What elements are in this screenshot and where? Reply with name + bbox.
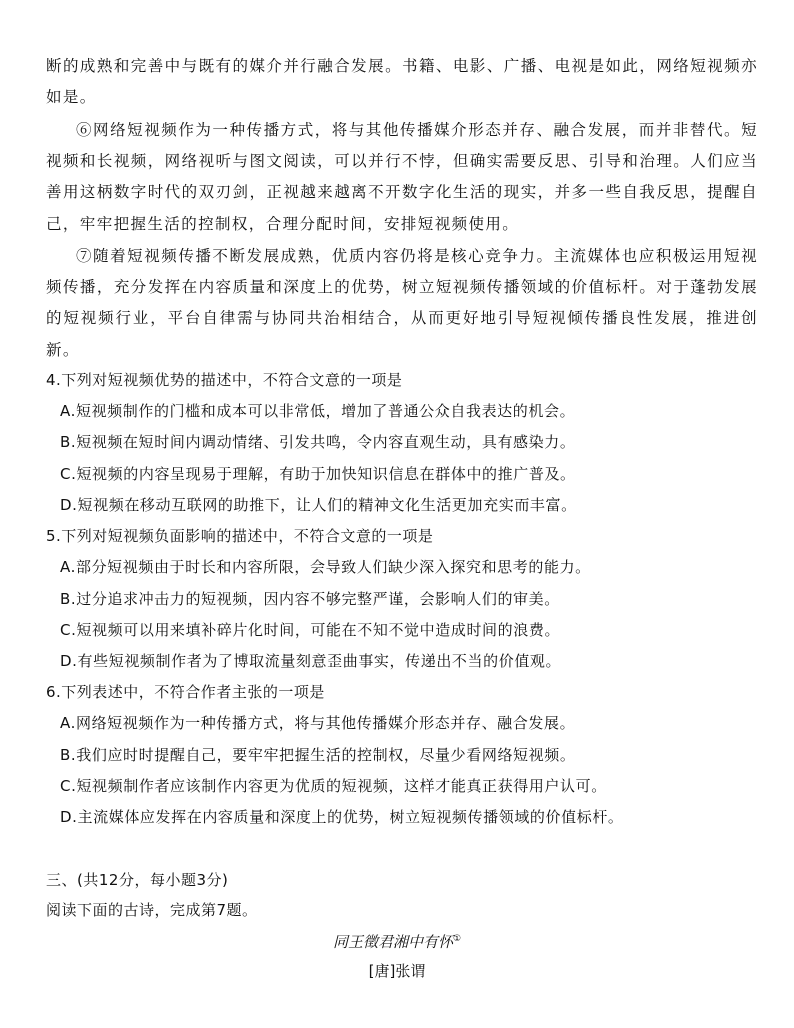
- question-4-option-c: C.短视频的内容呈现易于理解，有助于加快知识信息在群体中的推广普及。: [60, 465, 576, 483]
- question-6-option-a: A.网络短视频作为一种传播方式，将与其他传播媒介形态并存、融合发展。: [60, 714, 576, 732]
- passage-paragraph-6: ⑥网络短视频作为一种传播方式，将与其他传播媒介形态并存、融合发展，而并非替代。短视频和长视频，网络视听与图文阅读，可以并行不悖，但确实需要反思、引导和治理。人们应当善用这柄数字时代的双刃剑，正视越来越离不开数字化生活的现实，并多一些自我反思，提醒自己，牢牢把握生活的控制权，合理分配时间，安排短视频使用。: [46, 121, 758, 233]
- passage-paragraph-7: ⑦随着短视频传播不断发展成熟，优质内容仍将是核心竞争力。主流媒体也应积极运用短视频传播，充分发挥在内容质量和深度上的优势，树立短视频传播领域的价值标杆。对于蓬勃发展的短视频行业，平台自律需与协同共治相结合，从而更好地引导短视倾传播良性发展，推进创新。: [46, 247, 758, 359]
- section-3-heading: 三、(共12分，每小题3分): [46, 871, 229, 889]
- question-6-option-c: C.短视频制作者应该制作内容更为优质的短视频，这样才能真正获得用户认可。: [60, 777, 607, 795]
- question-4-option-d: D.短视频在移动互联网的助推下，让人们的精神文化生活更加充实而丰富。: [60, 496, 577, 514]
- poem-title: [0, 931, 794, 952]
- poem-title-footnote-mark: ①: [452, 934, 462, 944]
- poem-title-text: 同王徵君湘中有怀: [332, 933, 453, 951]
- passage-paragraph-continued: 断的成熟和完善中与既有的媒介并行融合发展。书籍、电影、广播、电视是如此，网络短视频亦如是。: [46, 57, 758, 107]
- section-3-instruction: 阅读下面的古诗，完成第7题。: [46, 901, 258, 919]
- question-5-option-b: B.过分追求冲击力的短视频，因内容不够完整严谨，会影响人们的审美。: [60, 590, 560, 608]
- question-6-option-b: B.我们应时时提醒自己，要牢牢把握生活的控制权，尽量少看网络短视频。: [60, 746, 576, 764]
- question-5-stem: 5.下列对短视频负面影响的描述中，不符合文意的一项是: [46, 527, 434, 545]
- question-6-stem: 6.下列表述中，不符合作者主张的一项是: [46, 683, 325, 701]
- question-5-option-c: C.短视频可以用来填补碎片化时间，可能在不知不觉中造成时间的浪费。: [60, 621, 561, 639]
- poem-author: [唐]张谓: [368, 962, 426, 980]
- question-5-option-a: A.部分短视频由于时长和内容所限，会导致人们缺少深入探究和思考的能力。: [60, 558, 591, 576]
- question-4-option-b: B.短视频在短时间内调动情绪、引发共鸣，令内容直观生动，具有感染力。: [60, 433, 576, 451]
- question-4-stem: 4.下列对短视频优势的描述中，不符合文意的一项是: [46, 371, 403, 389]
- question-5-option-d: D.有些短视频制作者为了博取流量刻意歪曲事实，传递出不当的价值观。: [60, 652, 562, 670]
- question-4-option-a: A.短视频制作的门槛和成本可以非常低，增加了普通公众自我表达的机会。: [60, 402, 576, 420]
- question-6-option-d: D.主流媒体应发挥在内容质量和深度上的优势，树立短视频传播领域的价值标杆。: [60, 808, 624, 826]
